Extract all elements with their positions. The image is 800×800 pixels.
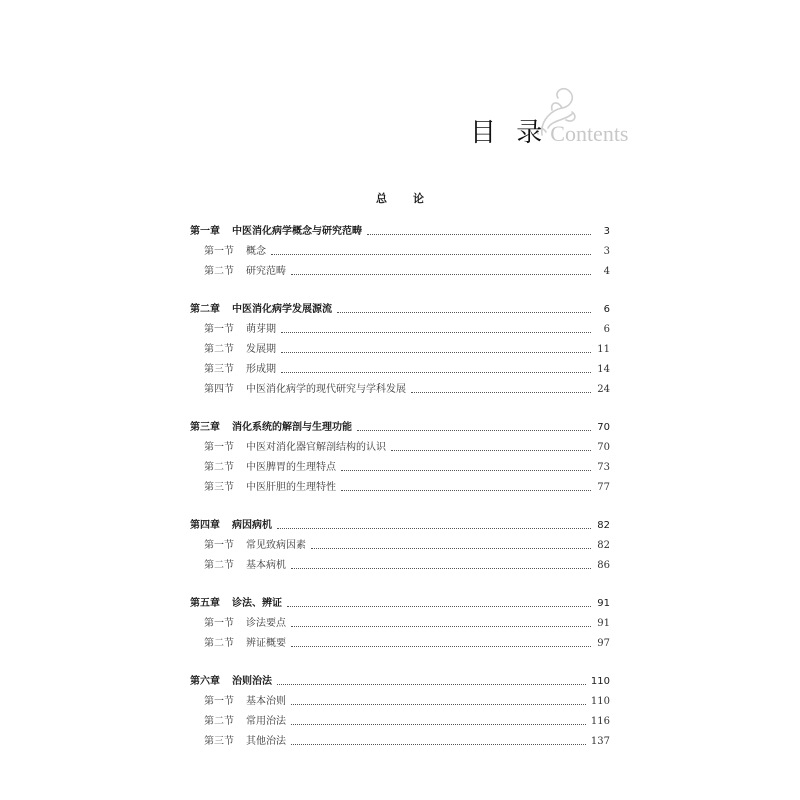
section-page-number: 116 (590, 716, 610, 727)
section-entry[interactable] (190, 356, 610, 376)
chapter-gap (190, 396, 610, 414)
dot-leader (277, 528, 591, 529)
section-number: 第二节 (204, 462, 234, 473)
section-number: 第二节 (204, 344, 234, 355)
section-number: 第一节 (204, 324, 234, 335)
section-title: 常用治法 (246, 716, 286, 727)
section-number: 第一节 (204, 442, 234, 453)
dot-leader (367, 234, 591, 235)
chapter-gap (190, 494, 610, 512)
chapter-gap (190, 650, 610, 668)
section-page-number: 86 (597, 560, 610, 571)
section-number: 第二节 (204, 560, 234, 571)
chapter-entry[interactable] (190, 590, 610, 610)
section-entry[interactable] (190, 728, 610, 748)
section-number: 第二节 (204, 638, 234, 649)
chapter-number: 第四章 (190, 520, 220, 531)
section-page-number: 91 (597, 618, 610, 629)
dot-leader (281, 332, 591, 333)
section-title: 基本病机 (246, 560, 286, 571)
section-number: 第三节 (204, 482, 234, 493)
dot-leader (271, 254, 591, 255)
chapter-title: 中医消化病学概念与研究范畴 (232, 226, 362, 237)
section-page-number: 4 (603, 266, 610, 277)
section-page-number: 82 (597, 540, 610, 551)
dot-leader (391, 450, 591, 451)
dot-leader (291, 744, 586, 745)
dot-leader (281, 352, 591, 353)
section-page-number: 73 (597, 462, 610, 473)
section-page-number: 77 (597, 482, 610, 493)
section-page-number: 6 (603, 324, 610, 335)
section-page-number: 11 (597, 344, 610, 355)
chapter-entry[interactable] (190, 414, 610, 434)
section-number: 第一节 (204, 696, 234, 707)
chapter-title: 诊法、辨证 (232, 598, 282, 609)
section-entry[interactable] (190, 336, 610, 356)
section-title: 常见致病因素 (246, 540, 306, 551)
dot-leader (341, 470, 591, 471)
section-entry[interactable] (190, 258, 610, 278)
section-title: 中医肝胆的生理特性 (246, 482, 336, 493)
section-entry[interactable] (190, 434, 610, 454)
section-entry[interactable] (190, 532, 610, 552)
section-number: 第一节 (204, 246, 234, 257)
section-entry[interactable] (190, 474, 610, 494)
chapter-title: 消化系统的解剖与生理功能 (232, 422, 352, 433)
toc-list (190, 218, 610, 748)
chapter-entry[interactable] (190, 512, 610, 532)
section-title: 概念 (246, 246, 266, 257)
section-title: 基本治则 (246, 696, 286, 707)
chapter-gap (190, 278, 610, 296)
dot-leader (291, 704, 586, 705)
section-entry[interactable] (190, 376, 610, 396)
chapter-page-number: 91 (597, 598, 610, 609)
section-heading (0, 190, 800, 206)
chapter-page-number: 3 (603, 226, 610, 237)
dot-leader (311, 548, 591, 549)
section-title: 辨证概要 (246, 638, 286, 649)
section-heading-char: 总 (376, 192, 387, 205)
section-number: 第二节 (204, 716, 234, 727)
chapter-number: 第五章 (190, 598, 220, 609)
chapter-page-number: 6 (603, 304, 610, 315)
dot-leader (357, 430, 591, 431)
title-chinese: 目 录 (470, 118, 549, 148)
section-title: 萌芽期 (246, 324, 276, 335)
chapter-number: 第一章 (190, 226, 220, 237)
chapter-page-number: 82 (597, 520, 610, 531)
section-entry[interactable] (190, 316, 610, 336)
dot-leader (291, 568, 591, 569)
section-title: 形成期 (246, 364, 276, 375)
section-entry[interactable] (190, 630, 610, 650)
section-number: 第二节 (204, 266, 234, 277)
chapter-number: 第三章 (190, 422, 220, 433)
section-entry[interactable] (190, 610, 610, 630)
chapter-title: 治则治法 (232, 676, 272, 687)
section-number: 第一节 (204, 618, 234, 629)
dot-leader (291, 274, 591, 275)
section-page-number: 110 (590, 696, 610, 707)
dot-leader (337, 312, 591, 313)
chapter-entry[interactable] (190, 296, 610, 316)
section-page-number: 24 (597, 384, 610, 395)
section-number: 第四节 (204, 384, 234, 395)
section-number: 第一节 (204, 540, 234, 551)
section-title: 中医消化病学的现代研究与学科发展 (246, 384, 406, 395)
section-title: 其他治法 (246, 736, 286, 747)
section-page-number: 97 (597, 638, 610, 649)
section-entry[interactable] (190, 708, 610, 728)
section-number: 第三节 (204, 736, 234, 747)
dot-leader (281, 372, 591, 373)
chapter-number: 第二章 (190, 304, 220, 315)
dot-leader (341, 490, 591, 491)
chapter-title: 病因病机 (232, 520, 272, 531)
chapter-number: 第六章 (190, 676, 220, 687)
chapter-page-number: 70 (597, 422, 610, 433)
dot-leader (411, 392, 591, 393)
chapter-gap (190, 572, 610, 590)
section-title: 中医脾胃的生理特点 (246, 462, 336, 473)
section-page-number: 14 (597, 364, 610, 375)
section-entry[interactable] (190, 238, 610, 258)
title-english: Contents (550, 121, 629, 146)
chapter-title: 中医消化病学发展源流 (232, 304, 332, 315)
dot-leader (277, 684, 586, 685)
section-title: 研究范畴 (246, 266, 286, 277)
section-heading-char: 论 (413, 192, 424, 205)
chapter-page-number: 110 (590, 676, 610, 687)
section-title: 诊法要点 (246, 618, 286, 629)
section-entry[interactable] (190, 552, 610, 572)
dot-leader (291, 626, 591, 627)
section-title: 中医对消化器官解剖结构的认识 (246, 442, 386, 453)
chapter-entry[interactable] (190, 218, 610, 238)
section-page-number: 137 (590, 736, 610, 747)
section-number: 第三节 (204, 364, 234, 375)
section-page-number: 3 (603, 246, 610, 257)
toc-title (470, 112, 629, 152)
section-title: 发展期 (246, 344, 276, 355)
section-entry[interactable] (190, 688, 610, 708)
dot-leader (287, 606, 591, 607)
dot-leader (291, 724, 586, 725)
dot-leader (291, 646, 591, 647)
chapter-entry[interactable] (190, 668, 610, 688)
section-entry[interactable] (190, 454, 610, 474)
section-page-number: 70 (597, 442, 610, 453)
